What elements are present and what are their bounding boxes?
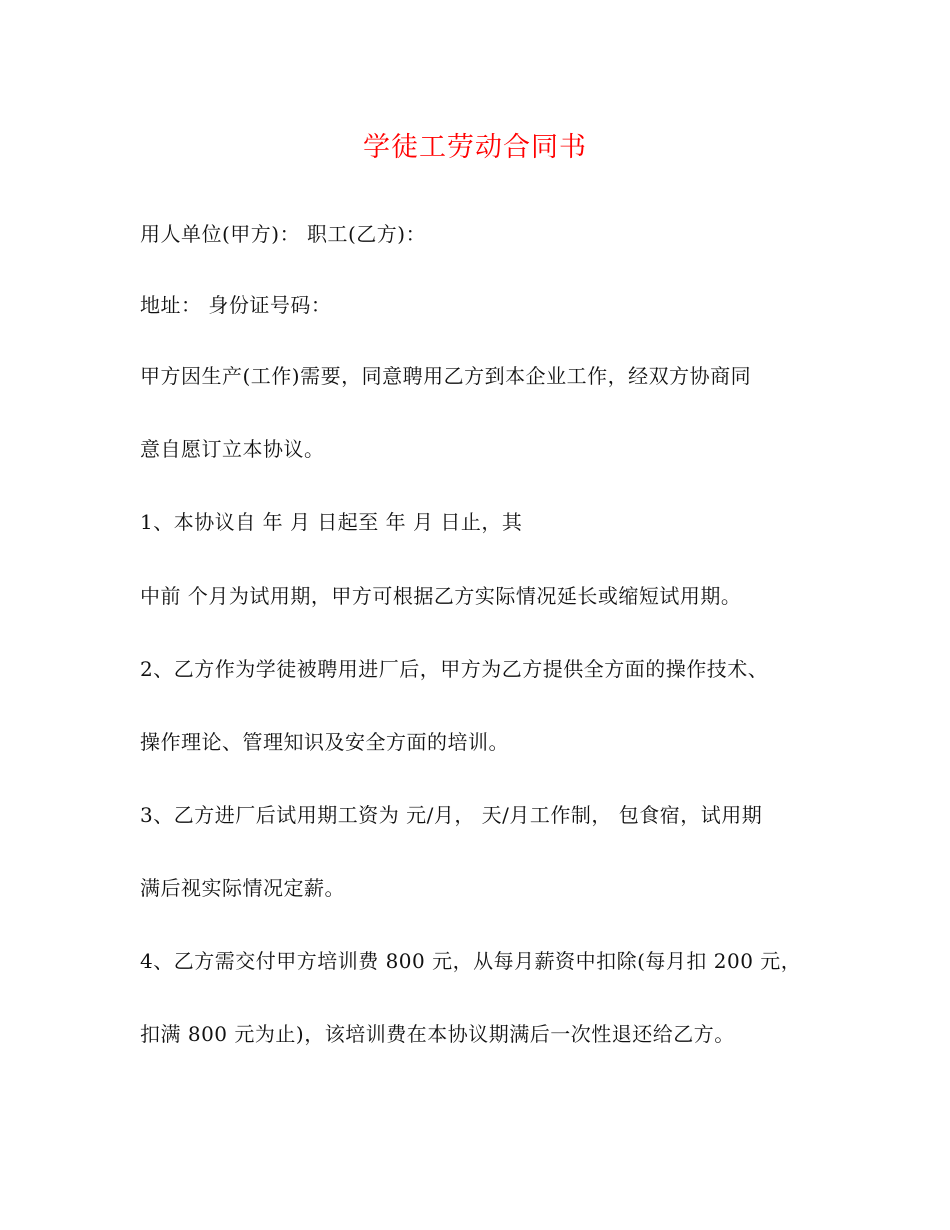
clause-4-line-2: 扣满 800 元为止)，该培训费在本协议期满后一次性退还给乙方。 <box>140 1022 735 1046</box>
clause-1-line-1: 1、本协议自 年 月 日起至 年 月 日止，其 <box>140 510 523 534</box>
clause-1-line-2: 中前 个月为试用期，甲方可根据乙方实际情况延长或缩短试用期。 <box>140 584 742 608</box>
clause-2-line-1: 2、乙方作为学徒被聘用进厂后，甲方为乙方提供全方面的操作技术、 <box>140 657 769 681</box>
clause-3-line-1: 3、乙方进厂后试用期工资为 元/月， 天/月工作制， 包食宿，试用期 <box>140 803 763 827</box>
clause-3-line-2: 满后视实际情况定薪。 <box>140 876 345 900</box>
clause-4-line-1: 4、乙方需交付甲方培训费 800 元，从每月薪资中扣除(每月扣 200 元， <box>140 949 802 973</box>
address-id-line: 地址： 身份证号码： <box>140 293 332 317</box>
document-title: 学徒工劳动合同书 <box>363 132 587 163</box>
intro-paragraph-line-2: 意自愿订立本协议。 <box>140 437 325 461</box>
clause-2-line-2: 操作理论、管理知识及安全方面的培训。 <box>140 730 509 754</box>
party-a-b-line: 用人单位(甲方)： 职工(乙方)： <box>140 222 427 246</box>
intro-paragraph-line-1: 甲方因生产(工作)需要，同意聘用乙方到本企业工作，经双方协商同 <box>140 364 752 388</box>
